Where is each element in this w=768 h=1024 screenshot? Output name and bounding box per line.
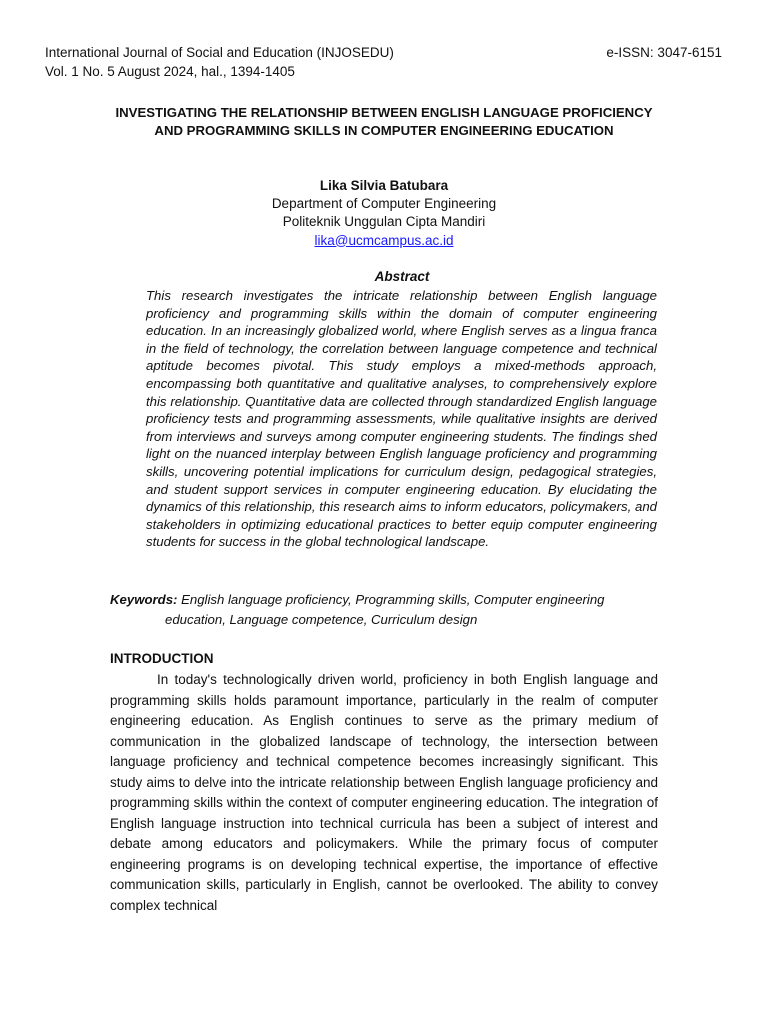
issn: e-ISSN: 3047-6151: [606, 45, 722, 60]
keywords-line-2: education, Language competence, Curriculum design: [165, 612, 478, 627]
author-block: [110, 177, 658, 250]
introduction-text: In today's technologically driven world, proficiency in both English language and programming skills holds paramount importance, particularly in the realm of computer engineering education. As English continues to serve as the primary medium of communication in the globalized landscape of technology, the intersection between language proficiency and technical competence becomes increasingly significant. This study aims to delve into the intricate relationship between English language proficiency and programming skills within the context of computer engineering education. The integration of English language instruction into technical curricula has been a subject of interest and debate among educators and policymakers. While the primary focus of computer engineering programs is on developing technical expertise, the importance of effective communication skills, particularly in English, cannot be overlooked. The ability to convey complex technical: [110, 672, 658, 913]
abstract-text: This research investigates the intricate relationship between English language proficiency and programming skills within the domain of computer engineering education. In an increasingly globalized world, where English serves as a lingua franca in the field of technology, the correlation between language competence and technical aptitude becomes pivotal. This study employs a mixed-methods approach, encompassing both quantitative and qualitative analyses, to comprehensively explore this relationship. Quantitative data are collected through standardized English language proficiency tests and programming assessments, while qualitative insights are derived from interviews and surveys among computer engineering students. The findings shed light on the nuanced interplay between English language proficiency and programming skills, uncovering potential implications for curriculum design, pedagogical strategies, and student support services in computer engineering education. By elucidating the dynamics of this relationship, this research aims to inform educators, policymakers, and stakeholders in optimizing educational practices to better equip computer engineering students for success in the global technological landscape.: [146, 288, 657, 550]
keywords: [110, 590, 658, 630]
author-email-link[interactable]: lika@ucmcampus.ac.id: [314, 232, 454, 248]
introduction-heading: INTRODUCTION: [110, 651, 214, 666]
volume-info: Vol. 1 No. 5 August 2024, hal., 1394-1405: [45, 64, 295, 79]
keywords-label: Keywords:: [110, 592, 178, 607]
author-department: Department of Computer Engineering: [271, 196, 497, 212]
running-header: [45, 43, 394, 81]
journal-name: International Journal of Social and Education (INJOSEDU): [45, 45, 394, 60]
author-name: Lika Silvia Batubara: [319, 178, 449, 193]
abstract-heading: Abstract: [374, 269, 430, 284]
keywords-line-1: English language proficiency, Programming skills, Computer engineering: [177, 592, 605, 607]
paper-title: INVESTIGATING THE RELATIONSHIP BETWEEN ENGLISH LANGUAGE PROFICIENCY AND PROGRAMMING SKILLS IN COMPUTER ENGINEERING EDUCATION: [115, 105, 653, 138]
author-institution: Politeknik Unggulan Cipta Mandiri: [282, 214, 486, 230]
